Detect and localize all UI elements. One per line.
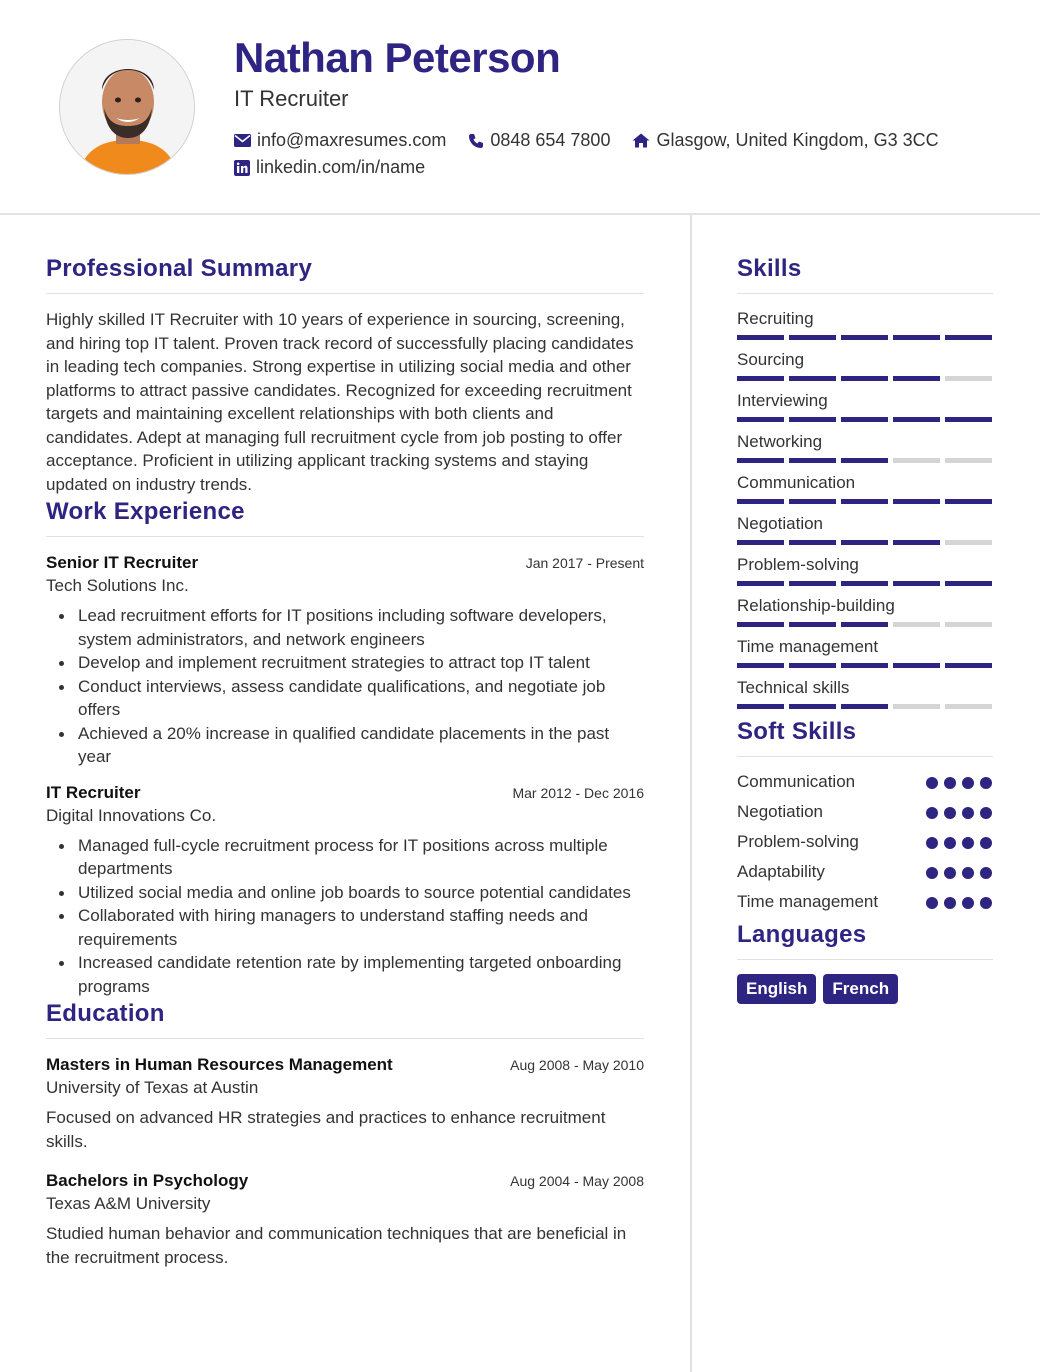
skill-name: Interviewing xyxy=(737,391,828,410)
job-bullets xyxy=(46,604,644,769)
skill-level-segment xyxy=(737,704,784,709)
skill-level-bar xyxy=(737,622,993,627)
skill-level-bar xyxy=(737,581,993,586)
skill-level-segment xyxy=(893,376,940,381)
rating-dot xyxy=(962,777,974,789)
education-desc: Focused on advanced HR strategies and practices to enhance recruitment skills. xyxy=(46,1108,606,1151)
skill-level-segment xyxy=(737,499,784,504)
rating-dot xyxy=(962,837,974,849)
skill-level-segment xyxy=(841,417,888,422)
rating-dot xyxy=(962,867,974,879)
school-name: University of Texas at Austin xyxy=(46,1078,259,1097)
job-entry xyxy=(46,783,644,999)
skill-level-segment xyxy=(789,458,836,463)
skill-level-bar xyxy=(737,417,993,422)
contact-location xyxy=(632,130,938,151)
skill-level-segment xyxy=(789,704,836,709)
skill-level-bar xyxy=(737,499,993,504)
skill-level-segment xyxy=(893,581,940,586)
skill-level-segment xyxy=(841,663,888,668)
skill-level-segment xyxy=(841,581,888,586)
skill-level-segment xyxy=(893,458,940,463)
skill-level-segment xyxy=(841,335,888,340)
skill-level-segment xyxy=(789,499,836,504)
skill-level-segment xyxy=(945,499,992,504)
soft-skills-list xyxy=(737,771,993,913)
skill-level-segment xyxy=(893,499,940,504)
linkedin-text: linkedin.com/in/name xyxy=(256,157,426,177)
phone-text: 0848 654 7800 xyxy=(490,130,611,150)
skill-level-segment xyxy=(945,376,992,381)
skill-level-segment xyxy=(893,335,940,340)
skill-level-bar xyxy=(737,335,993,340)
skill-name: Sourcing xyxy=(737,350,805,369)
rating-dot xyxy=(926,867,938,879)
skill-name: Relationship-building xyxy=(737,596,895,615)
summary-heading: Professional Summary xyxy=(46,255,644,294)
skill-level-bar xyxy=(737,458,993,463)
skill-level-segment xyxy=(945,663,992,668)
soft-skill-rating xyxy=(926,801,993,819)
resume-header xyxy=(0,0,1040,215)
skill-level-segment xyxy=(841,458,888,463)
job-date: Jan 2017 - Present xyxy=(525,555,644,571)
skill-level-segment xyxy=(893,417,940,422)
job-bullet: Develop and implement recruitment strategies to attract top IT talent xyxy=(78,651,644,675)
soft-skill-item xyxy=(737,861,993,883)
soft-skill-name: Communication xyxy=(737,772,856,791)
skill-level-segment xyxy=(945,458,992,463)
education-entry xyxy=(46,1171,644,1269)
rating-dot xyxy=(926,837,938,849)
skill-level-bar xyxy=(737,540,993,545)
skill-level-segment xyxy=(893,622,940,627)
main-column xyxy=(46,255,644,1287)
rating-dot xyxy=(944,867,956,879)
skill-level-segment xyxy=(737,622,784,627)
skill-name: Communication xyxy=(737,473,856,492)
skill-level-segment xyxy=(737,540,784,545)
degree-title: Bachelors in Psychology xyxy=(46,1171,249,1190)
skill-level-segment xyxy=(789,335,836,340)
rating-dot xyxy=(944,897,956,909)
education-entry xyxy=(46,1055,644,1153)
location-text: Glasgow, United Kingdom, G3 3CC xyxy=(656,130,939,150)
languages-list xyxy=(737,974,993,1004)
skill-level-segment xyxy=(789,581,836,586)
skill-level-segment xyxy=(945,335,992,340)
skill-level-segment xyxy=(737,417,784,422)
soft-skill-name: Negotiation xyxy=(737,802,824,821)
skill-level-segment xyxy=(789,376,836,381)
job-bullets xyxy=(46,834,644,999)
skills-heading: Skills xyxy=(737,255,993,294)
skill-item xyxy=(737,472,993,504)
skill-level-segment xyxy=(789,417,836,422)
soft-skill-rating xyxy=(926,891,993,909)
rating-dot xyxy=(980,837,992,849)
skill-level-bar xyxy=(737,663,993,668)
languages-heading: Languages xyxy=(737,921,993,960)
skill-level-segment xyxy=(841,704,888,709)
job-bullet: Lead recruitment efforts for IT positions including software developers, system administrators, and network engineers xyxy=(78,604,644,651)
skill-name: Networking xyxy=(737,432,823,451)
skill-level-bar xyxy=(737,704,993,709)
rating-dot xyxy=(944,837,956,849)
skill-item xyxy=(737,308,993,340)
job-bullet: Utilized social media and online job boards to source potential candidates xyxy=(78,881,644,905)
job-title: IT Recruiter xyxy=(46,782,141,802)
contact-email[interactable] xyxy=(234,130,446,151)
skill-item xyxy=(737,677,993,709)
education-heading: Education xyxy=(46,1000,644,1039)
rating-dot xyxy=(980,777,992,789)
soft-skill-item xyxy=(737,801,993,823)
skill-level-bar xyxy=(737,376,993,381)
rating-dot xyxy=(980,867,992,879)
soft-skill-item xyxy=(737,831,993,853)
experience-heading: Work Experience xyxy=(46,498,644,537)
skill-name: Problem-solving xyxy=(737,555,859,574)
soft-skill-item xyxy=(737,771,993,793)
skill-name: Technical skills xyxy=(737,678,850,697)
soft-skill-name: Adaptability xyxy=(737,862,825,881)
skill-level-segment xyxy=(789,540,836,545)
skill-name: Time management xyxy=(737,637,879,656)
job-company: Digital Innovations Co. xyxy=(46,805,217,825)
skill-item xyxy=(737,554,993,586)
soft-skills-heading: Soft Skills xyxy=(737,718,993,757)
skill-item xyxy=(737,636,993,668)
skill-name: Negotiation xyxy=(737,514,824,533)
skill-level-segment xyxy=(789,622,836,627)
skill-level-segment xyxy=(841,540,888,545)
contact-linkedin[interactable] xyxy=(234,157,425,178)
skill-level-segment xyxy=(841,622,888,627)
soft-skill-rating xyxy=(926,831,993,849)
email-text: info@maxresumes.com xyxy=(257,130,447,150)
skill-level-segment xyxy=(893,704,940,709)
home-icon xyxy=(632,133,650,148)
skill-level-segment xyxy=(737,458,784,463)
skill-item xyxy=(737,390,993,422)
skill-level-segment xyxy=(945,704,992,709)
candidate-role: IT Recruiter xyxy=(234,86,349,111)
avatar xyxy=(59,39,195,175)
skill-item xyxy=(737,349,993,381)
skill-level-segment xyxy=(893,663,940,668)
skills-list xyxy=(737,308,993,709)
column-divider xyxy=(690,215,692,1372)
skill-level-segment xyxy=(737,663,784,668)
side-column xyxy=(737,255,993,1004)
skill-level-segment xyxy=(841,376,888,381)
rating-dot xyxy=(926,807,938,819)
contact-phone[interactable] xyxy=(468,130,610,151)
job-entry xyxy=(46,553,644,769)
rating-dot xyxy=(962,807,974,819)
skill-level-segment xyxy=(737,581,784,586)
rating-dot xyxy=(944,807,956,819)
degree-title: Masters in Human Resources Management xyxy=(46,1055,393,1074)
contact-row xyxy=(234,130,961,151)
soft-skill-rating xyxy=(926,861,993,879)
candidate-name: Nathan Peterson xyxy=(234,34,561,81)
job-bullet: Collaborated with hiring managers to understand staffing needs and requirements xyxy=(78,904,644,951)
job-bullet: Increased candidate retention rate by implementing targeted onboarding programs xyxy=(78,951,644,998)
rating-dot xyxy=(980,807,992,819)
job-bullet: Conduct interviews, assess candidate qualifications, and negotiate job offers xyxy=(78,675,644,722)
job-company: Tech Solutions Inc. xyxy=(46,576,189,595)
avatar-portrait-icon xyxy=(60,40,195,175)
job-title: Senior IT Recruiter xyxy=(46,553,199,572)
education-date: Aug 2008 - May 2010 xyxy=(510,1057,644,1073)
rating-dot xyxy=(980,897,992,909)
skill-level-segment xyxy=(893,540,940,545)
skill-level-segment xyxy=(945,540,992,545)
skill-item xyxy=(737,513,993,545)
skill-level-segment xyxy=(945,622,992,627)
envelope-icon xyxy=(234,134,251,147)
soft-skill-name: Problem-solving xyxy=(737,832,859,851)
summary-text: Highly skilled IT Recruiter with 10 years of experience in sourcing, screening, and hiring top IT talent. Proven track record of successfully placing candidates in leading tech companies. Strong expertise in utilizing social media and other platforms to attract passive candidates. Recognized for exceeding recruitment targets and maintaining excellent relationships with both clients and candidates. Adept at managing full recruitment cycle from job posting to offer acceptance. Proficient in utilizing applicant tracking systems and staying updated on industry trends. xyxy=(46,310,634,494)
skill-item xyxy=(737,431,993,463)
rating-dot xyxy=(944,777,956,789)
school-name: Texas A&M University xyxy=(46,1194,211,1213)
skill-level-segment xyxy=(945,417,992,422)
language-badge: English xyxy=(737,974,816,1004)
job-bullet: Managed full-cycle recruitment process for IT positions across multiple departments xyxy=(78,834,644,881)
skill-level-segment xyxy=(789,663,836,668)
skill-name: Recruiting xyxy=(737,309,814,328)
soft-skill-rating xyxy=(926,771,993,789)
education-desc: Studied human behavior and communication techniques that are beneficial in the recruitment process. xyxy=(46,1224,627,1267)
rating-dot xyxy=(926,897,938,909)
skill-level-segment xyxy=(737,376,784,381)
soft-skill-name: Time management xyxy=(737,892,879,911)
rating-dot xyxy=(926,777,938,789)
skill-level-segment xyxy=(737,335,784,340)
linkedin-icon xyxy=(234,160,250,176)
language-badge: French xyxy=(823,974,898,1004)
rating-dot xyxy=(962,897,974,909)
skill-item xyxy=(737,595,993,627)
skill-level-segment xyxy=(945,581,992,586)
job-bullet: Achieved a 20% increase in qualified candidate placements in the past year xyxy=(78,722,644,769)
skill-level-segment xyxy=(841,499,888,504)
job-date: Mar 2012 - Dec 2016 xyxy=(512,784,644,801)
phone-icon xyxy=(468,133,484,149)
contact-row-2 xyxy=(234,157,447,178)
education-date: Aug 2004 - May 2008 xyxy=(510,1173,644,1189)
soft-skill-item xyxy=(737,891,993,913)
